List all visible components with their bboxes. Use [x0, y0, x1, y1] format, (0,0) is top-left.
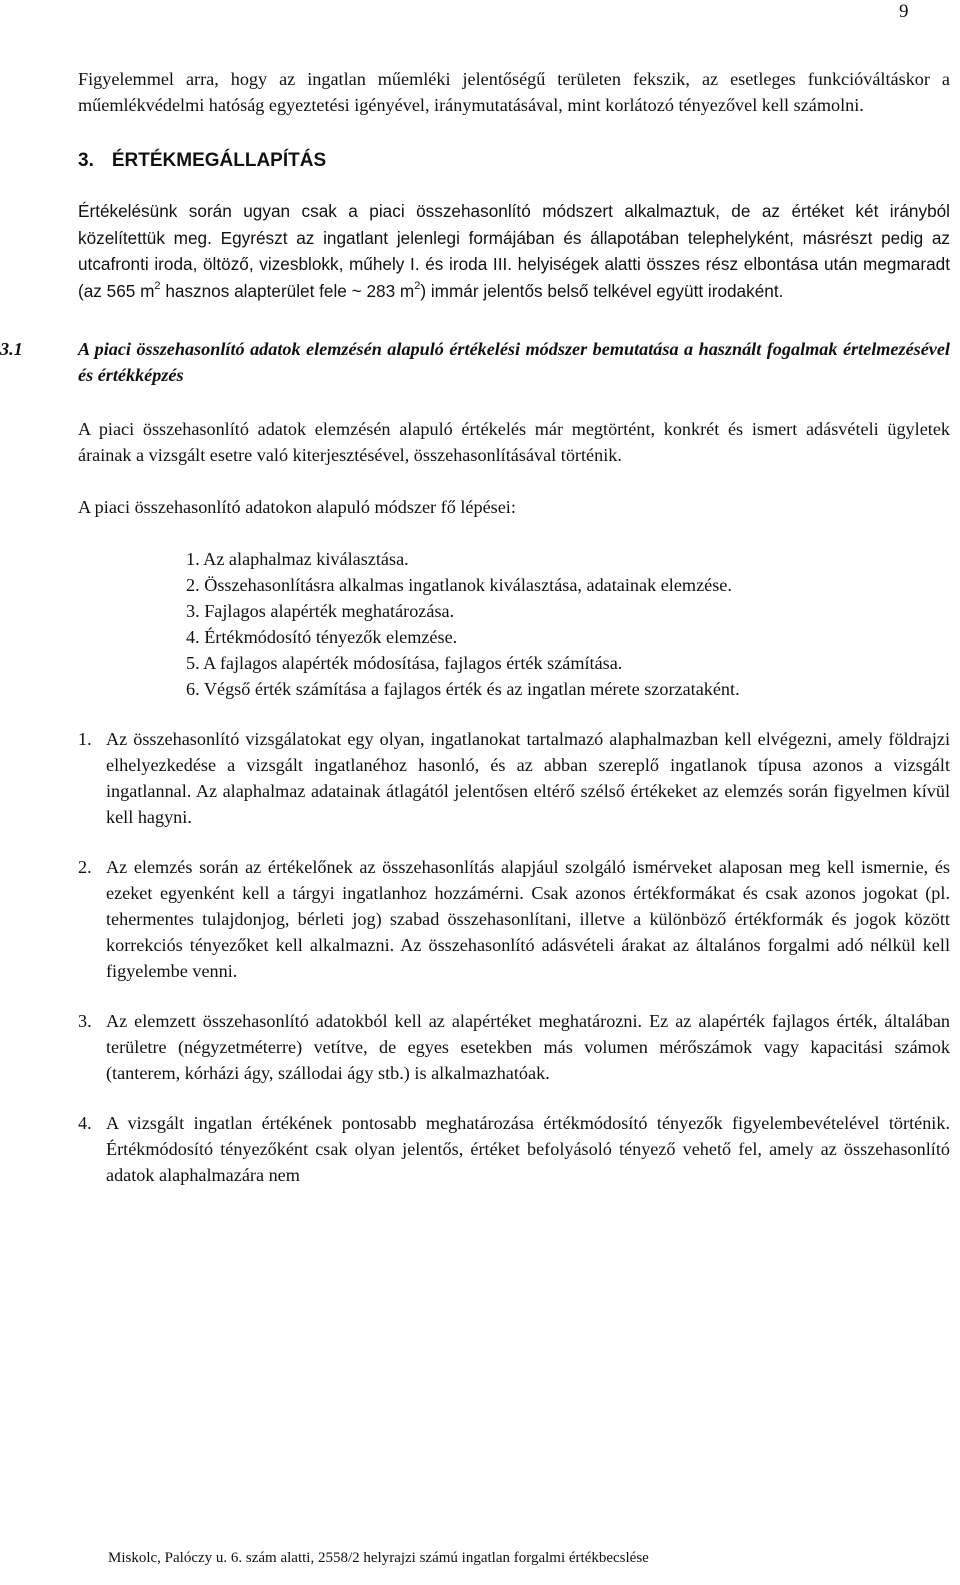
numbered-paragraph-2: [78, 854, 950, 984]
superscript: 2: [154, 279, 161, 292]
list-item: 1. Az alaphalmaz kiválasztása.: [186, 549, 409, 569]
paragraph-text: A vizsgált ingatlan értékének pontosabb meghatározása értékmódosító tényezők figyelembevételével történik. Értékmódosító tényezőként csak olyan jelentős, értéket befolyásoló tényező vehető fel, amely az összehasonlító adatok alaphalmazára nem: [106, 1113, 950, 1185]
list-item: 6. Végső érték számítása a fajlagos érték és az ingatlan mérete szorzataként.: [186, 679, 740, 699]
steps-title: A piaci összehasonlító adatokon alapuló módszer fő lépései:: [78, 497, 516, 517]
section-3-body-part1: Értékelésünk során ugyan csak a piaci összehasonlító módszert alkalmaztuk, de az értéket két irányból közelítettük meg.: [78, 201, 950, 248]
section-3-1-heading: [0, 336, 950, 388]
superscript: 2: [414, 279, 421, 292]
section-3-title: ÉRTÉKMEGÁLLAPÍTÁS: [111, 150, 327, 171]
list-item: 3. Fajlagos alapérték meghatározása.: [186, 601, 455, 621]
numbered-paragraph-1: [78, 726, 950, 830]
paragraph-number: 2.: [78, 857, 92, 877]
section-3-body-part4: ) immár jelentős belső telkével együtt irodaként.: [420, 280, 784, 301]
section-3-body-part3: hasznos alapterület fele ~ 283 m: [160, 280, 415, 301]
section-3-number: 3.: [78, 150, 94, 171]
paragraph-number: 3.: [78, 1011, 92, 1031]
list-item: 4. Értékmódosító tényezők elemzése.: [186, 627, 458, 647]
document-body: [0, 66, 951, 1188]
section-3-body-part2: Egyrészt az ingatlant jelenlegi formájában és állapotában telephelyként, másrészt pedig az utcafronti iroda, öltöző, vizesblokk, műhely I. és iroda III. helyiségek alatti összes rész elbontása után megmaradt (az 565 m: [78, 227, 951, 301]
numbered-paragraph-4: [78, 1110, 950, 1188]
intro-paragraph: Figyelemmel arra, hogy az ingatlan műemléki jelentőségű területen fekszik, az esetleges funkcióváltáskor a műemlékvédelmi hatóság egyeztetési igényével, iránymutatásával, mint korlátozó tényezővel kell számolni.: [78, 69, 950, 115]
paragraph-number: 4.: [78, 1113, 92, 1133]
page-number: 9: [899, 1, 909, 22]
page-footer: Miskolc, Palóczy u. 6. szám alatti, 2558/2 helyrajzi számú ingatlan forgalmi értékbecslése: [108, 1550, 649, 1566]
paragraph-number: 1.: [78, 729, 92, 749]
list-item: 2. Összehasonlításra alkalmas ingatlanok kiválasztása, adatainak elemzése.: [186, 575, 732, 595]
steps-list: [78, 546, 950, 702]
numbered-paragraph-3: [78, 1008, 950, 1086]
section-3-1-number: 3.1: [0, 339, 23, 359]
section-3-body: [78, 198, 950, 304]
paragraph-text: Az összehasonlító vizsgálatokat egy olyan, ingatlanokat tartalmazó alaphalmazban kell elvégezni, amely földrajzi elhelyezkedése a vizsgált ingatlanéhoz hasonló, és az abban szereplő ingatlanok típusa azonos a vizsgált ingatlannal. Az alaphalmaz adatainak átlagától jelentősen eltérő szélső értékeket az elemzés során figyelmen kívül kell hagyni.: [106, 729, 950, 827]
paragraph-text: Az elemzés során az értékelőnek az összehasonlítás alapjául szolgáló ismérveket alaposan meg kell ismernie, és ezeket egyenként kell a tárgyi ingatlanhoz hozzámérni. Csak azonos értékformákat és csak azonos jogokat (pl. tehermentes tulajdonjog, bérleti jog) szabad összehasonlítani, illetve a különböző értékformák és jogok között korrekciós tényezőket kell alkalmazni. Az összehasonlító adásvételi árakat az általános forgalmi adó nélkül kell figyelembe venni.: [106, 857, 950, 981]
section-3-1-title: A piaci összehasonlító adatok elemzésén alapuló értékelési módszer bemutatása a használt fogalmak értelmezésével és értékképzés: [78, 339, 950, 385]
section-3-heading: [78, 148, 950, 174]
list-item: 5. A fajlagos alapérték módosítása, fajlagos érték számítása.: [186, 653, 623, 673]
section-3-1-paragraph: A piaci összehasonlító adatok elemzésén alapuló értékelés már megtörtént, konkrét és ismert adásvételi ügyletek árainak a vizsgált esetre való kiterjesztésével, összehasonlításával történik.: [78, 419, 950, 465]
paragraph-text: Az elemzett összehasonlító adatokból kell az alapértéket meghatározni. Ez az alapérték fajlagos érték, általában területre (négyzetméterre) vetítve, de egyes esetekben más volumen mérőszámok vagy kapacitási számok (tanterem, kórházi ágy, szállodai ágy stb.) is alkalmazhatóak.: [106, 1011, 950, 1083]
